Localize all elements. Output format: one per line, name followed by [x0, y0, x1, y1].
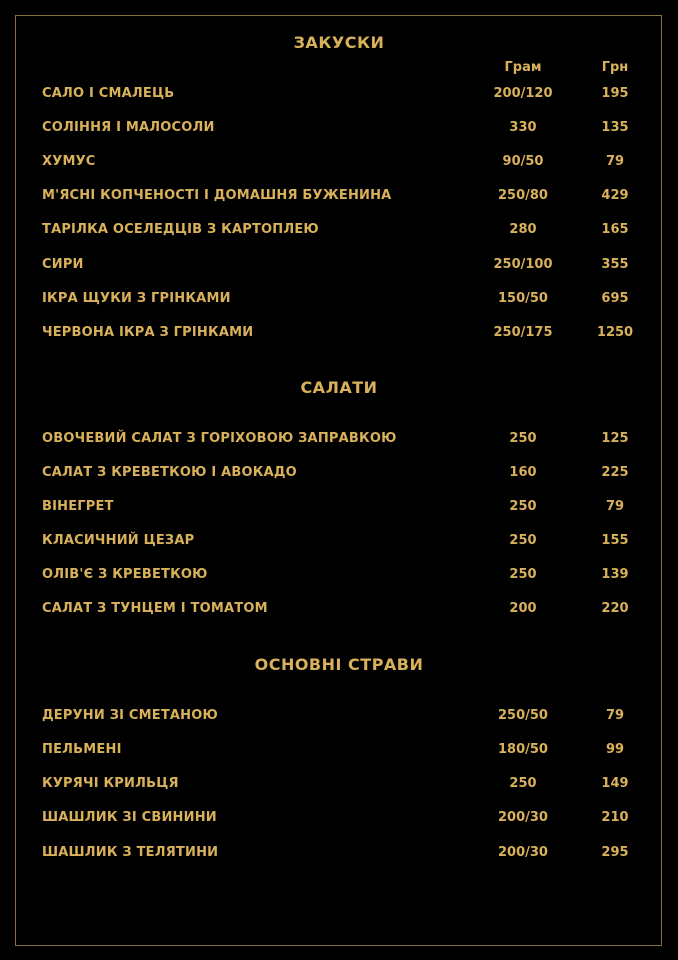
item-price: 79 — [605, 499, 625, 514]
item-name: САЛАТ З ТУНЦЕМ І ТОМАТОМ — [42, 601, 268, 616]
item-name: ШАШЛИК ЗІ СВИНИНИ — [42, 810, 217, 825]
item-name: ТАРІЛКА ОСЕЛЕДЦІВ З КАРТОПЛЕЮ — [42, 222, 319, 237]
item-name: ДЕРУНИ ЗІ СМЕТАНОЮ — [42, 708, 218, 723]
item-name: ПЕЛЬМЕНІ — [42, 742, 122, 757]
menu-row — [0, 291, 678, 311]
item-name: САЛО І СМАЛЕЦЬ — [42, 86, 175, 101]
item-price: 79 — [605, 708, 625, 723]
menu-row — [0, 188, 678, 208]
item-name: ОВОЧЕВИЙ САЛАТ З ГОРІХОВОЮ ЗАПРАВКОЮ — [42, 431, 397, 446]
item-price: 139 — [601, 567, 629, 582]
menu-row — [0, 601, 678, 621]
item-price: 220 — [601, 601, 629, 616]
menu-row — [0, 154, 678, 174]
item-price: 1250 — [596, 325, 634, 340]
item-price: 149 — [601, 776, 629, 791]
item-gram: 160 — [509, 465, 537, 480]
item-price: 210 — [601, 810, 629, 825]
item-name: СОЛІННЯ І МАЛОСОЛИ — [42, 120, 215, 135]
column-header-price: Грн — [601, 60, 629, 75]
item-name: КЛАСИЧНИЙ ЦЕЗАР — [42, 533, 195, 548]
menu-row — [0, 776, 678, 796]
menu-row — [0, 325, 678, 345]
item-gram: 200/30 — [498, 810, 548, 825]
item-name: ВІНЕГРЕТ — [42, 499, 114, 514]
menu-row — [0, 567, 678, 587]
menu-row — [0, 431, 678, 451]
item-price: 155 — [601, 533, 629, 548]
item-gram: 200/120 — [493, 86, 553, 101]
section-title-zakusky: ЗАКУСКИ — [293, 33, 385, 52]
menu-row — [0, 120, 678, 140]
item-gram: 90/50 — [502, 154, 544, 169]
menu-row — [0, 465, 678, 485]
section-title-salaty: САЛАТИ — [300, 378, 378, 397]
item-gram: 250 — [509, 431, 537, 446]
item-name: ІКРА ЩУКИ З ГРІНКАМИ — [42, 291, 231, 306]
item-price: 429 — [601, 188, 629, 203]
item-name: САЛАТ З КРЕВЕТКОЮ І АВОКАДО — [42, 465, 297, 480]
section-title-osnovni-stravy: ОСНОВНІ СТРАВИ — [254, 655, 424, 674]
item-name: КУРЯЧІ КРИЛЬЦЯ — [42, 776, 179, 791]
menu-row — [0, 499, 678, 519]
item-price: 135 — [601, 120, 629, 135]
column-header-gram: Грам — [504, 60, 542, 75]
item-gram: 250 — [509, 776, 537, 791]
item-gram: 250 — [509, 533, 537, 548]
menu-row — [0, 742, 678, 762]
item-price: 695 — [601, 291, 629, 306]
item-name: ШАШЛИК З ТЕЛЯТИНИ — [42, 845, 219, 860]
item-gram: 200/30 — [498, 845, 548, 860]
item-name: ХУМУС — [42, 154, 96, 169]
item-price: 99 — [605, 742, 625, 757]
item-price: 295 — [601, 845, 629, 860]
menu-row — [0, 533, 678, 553]
item-price: 79 — [605, 154, 625, 169]
menu-row — [0, 845, 678, 865]
menu-row — [0, 86, 678, 106]
item-gram: 250 — [509, 567, 537, 582]
item-price: 225 — [601, 465, 629, 480]
item-price: 125 — [601, 431, 629, 446]
menu-row — [0, 810, 678, 830]
item-gram: 150/50 — [498, 291, 548, 306]
menu-row — [0, 222, 678, 242]
item-name: М'ЯСНІ КОПЧЕНОСТІ І ДОМАШНЯ БУЖЕНИНА — [42, 188, 392, 203]
item-price: 165 — [601, 222, 629, 237]
menu-row — [0, 257, 678, 277]
item-gram: 330 — [509, 120, 537, 135]
item-name: ЧЕРВОНА ІКРА З ГРІНКАМИ — [42, 325, 254, 340]
item-gram: 180/50 — [498, 742, 548, 757]
item-name: ОЛІВ'Є З КРЕВЕТКОЮ — [42, 567, 208, 582]
menu-row — [0, 708, 678, 728]
item-gram: 280 — [509, 222, 537, 237]
item-gram: 250/100 — [493, 257, 553, 272]
item-gram: 250/175 — [493, 325, 553, 340]
item-gram: 250/50 — [498, 708, 548, 723]
item-gram: 250 — [509, 499, 537, 514]
item-price: 355 — [601, 257, 629, 272]
item-name: СИРИ — [42, 257, 84, 272]
item-gram: 200 — [509, 601, 537, 616]
item-price: 195 — [601, 86, 629, 101]
item-gram: 250/80 — [498, 188, 548, 203]
